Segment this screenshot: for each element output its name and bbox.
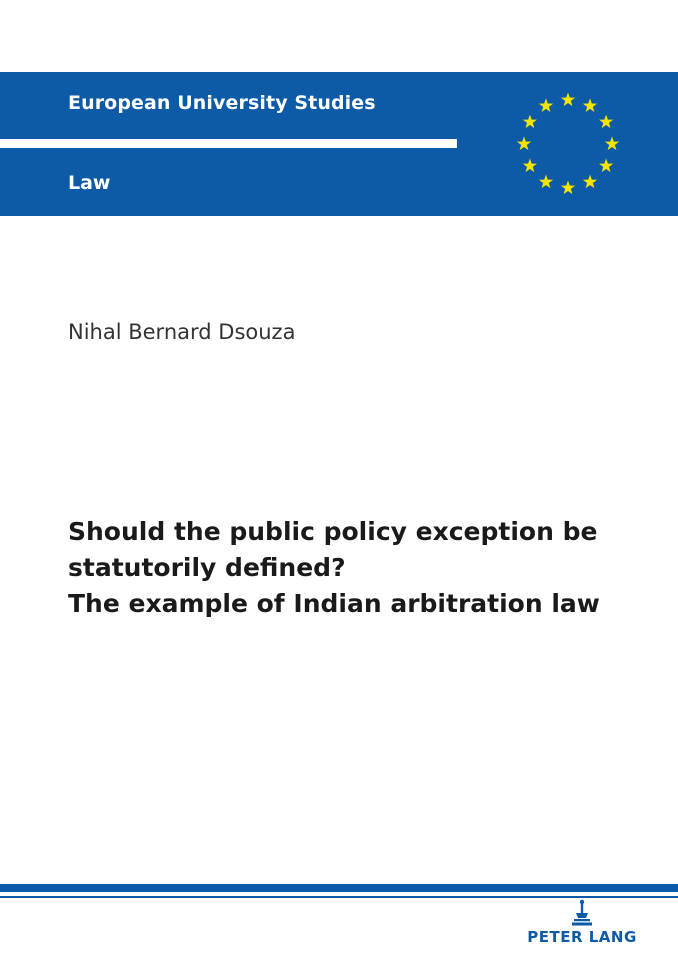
bottom-divider-thick — [0, 884, 678, 892]
star-icon — [539, 175, 553, 189]
star-icon — [583, 175, 597, 189]
publisher-mark — [522, 897, 642, 951]
series-subject: Law — [68, 172, 111, 194]
publisher-logo-icon — [570, 899, 594, 927]
star-icon — [605, 137, 619, 151]
publisher-name: PETER LANG — [527, 928, 637, 946]
star-icon — [523, 159, 537, 173]
series-divider — [0, 139, 457, 148]
star-icon — [561, 181, 575, 195]
author-name: Nihal Bernard Dsouza — [68, 320, 296, 344]
series-title: European University Studies — [68, 92, 376, 114]
star-icon — [561, 93, 575, 107]
star-icon — [599, 159, 613, 173]
star-icon — [539, 98, 553, 112]
book-title — [68, 514, 648, 622]
star-icon — [599, 115, 613, 129]
star-icon — [583, 98, 597, 112]
star-icon — [523, 115, 537, 129]
title-line-2: statutorily defined? — [68, 553, 346, 582]
title-line-1: Should the public policy exception be — [68, 517, 598, 546]
star-icon — [517, 137, 531, 151]
eu-stars-icon — [508, 84, 628, 204]
title-line-3: The example of Indian arbitration law — [68, 589, 600, 618]
